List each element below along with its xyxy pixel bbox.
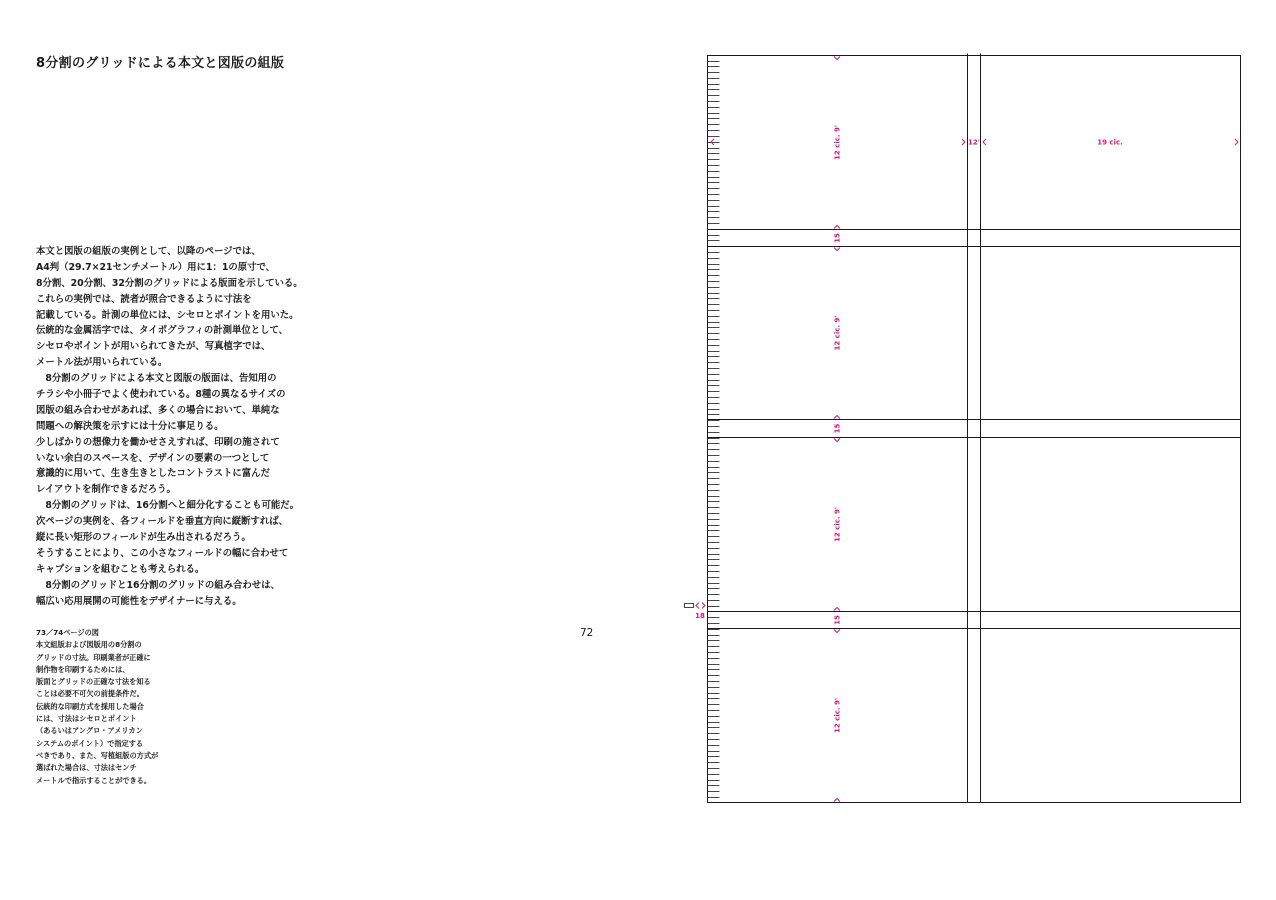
caption-line: メートルで指示することができる。 (36, 775, 152, 785)
caption-line: （あるいはアングロ・アメリカン (36, 726, 143, 736)
field-height-label: 12 cic. 9' (833, 315, 842, 351)
body-text-line: シセロやポイントが用いられてきたが、写真植字では、 (36, 341, 271, 353)
body-text-line: 記載している。計測の単位には、シセロとポイントを用いた。 (36, 309, 299, 321)
page-title: 8分割のグリッドによる本文と図版の組版 (36, 56, 285, 71)
dimension-arrow (1235, 139, 1238, 145)
dimension-arrow (983, 139, 986, 145)
body-text-line: 8分割のグリッドによる本文と図版の版面は、告知用の (36, 373, 277, 385)
caption-line: 制作物を印刷するためには、 (36, 664, 130, 674)
dimension-arrow (834, 630, 840, 633)
body-text-line: そうすることにより、この小さなフィールドの幅に合わせて (36, 547, 289, 559)
field-height-label: 12 cic. 9' (833, 698, 842, 733)
caption-line: 73／74ページの図 (36, 628, 99, 637)
dimension-arrow (834, 416, 840, 419)
dimension-arrow (834, 248, 840, 251)
dimension-arrow (834, 226, 840, 229)
dimension-arrow (834, 799, 840, 802)
dimension-arrow (962, 139, 965, 145)
caption-line: べきであり、また、写植組版の方式が (36, 750, 159, 760)
column-gutter-label: 12' (968, 138, 980, 147)
gutter-label: 15 (833, 615, 842, 625)
dimension-arrow (696, 603, 699, 609)
column-width-label: 19 cic. (1097, 138, 1123, 147)
body-text-line: A4判（29.7×21センチメートル）用に1：1の原寸で、 (36, 261, 276, 273)
baseline-label: 18 (695, 612, 705, 620)
caption-line: 版面とグリッドの正確な寸法を知る (36, 677, 151, 687)
dimension-arrow (834, 608, 840, 611)
dimension-arrow (711, 139, 714, 145)
page-number: 72 (580, 627, 594, 639)
caption-line: グリッドの寸法。印刷業者が正確に (36, 652, 151, 662)
body-text-line: 少しばかりの想像力を働かせさえすれば、印刷の施されて (36, 436, 280, 448)
body-text-line: 8分割のグリッドと16分割のグリッドの組み合わせは、 (36, 579, 280, 591)
body-text-line: 伝統的な金属活字では、タイポグラフィの計測単位として、 (36, 325, 289, 337)
body-text-line: レイアウトを制作できるだろう。 (36, 484, 176, 496)
field-height-label: 12 cic. 9' (833, 507, 842, 542)
caption-line: システムのポイント）で指定する (36, 738, 144, 748)
caption-line: ことは必要不可欠の前提条件だ。 (36, 689, 144, 699)
body-text-line: 8分割、20分割、32分割のグリッドによる版面を示している。 (36, 277, 303, 289)
gutter-label: 15 (833, 423, 842, 434)
caption-line: には、寸法はシセロとポイント (36, 714, 137, 724)
body-text-line: いない余白のスペースを、デザインの要素の一つとして (36, 452, 270, 464)
body-text-line: チラシや小冊子でよく使われている。8種の異なるサイズの (36, 389, 286, 401)
body-text-line: 8分割のグリッドは、16分割へと細分化することも可能だ。 (36, 500, 299, 512)
body-text-line: 次ページの実例を、各フィールドを垂直方向に縦断すれば、 (36, 516, 289, 528)
grid-frame (708, 56, 1241, 803)
body-text-line: 問題への解決策を示すには十分に事足りる。 (36, 420, 224, 432)
body-text-line: 意識的に用いて、生き生きとしたコントラストに富んだ (36, 468, 270, 480)
body-text-line: 縦に長い矩形のフィールドが生み出されるだろう。 (36, 532, 251, 544)
field-height-label: 12 cic. 9' (833, 125, 842, 160)
caption-line: 本文組版および図版用の8分割の (36, 640, 142, 650)
body-text-line: 幅広い応用展開の可能性をデザイナーに与える。 (36, 595, 242, 607)
body-text-line: 本文と図版の組版の実例として、以降のページでは、 (36, 246, 261, 257)
baseline-marker (685, 604, 694, 608)
caption-line: 伝統的な印刷方式を採用した場合 (36, 701, 144, 711)
gutter-label: 15 (833, 233, 842, 243)
caption-line: 選ばれた場合は、寸法はセンチ (36, 763, 137, 773)
body-text-line: メートル法が用いられている。 (36, 357, 168, 369)
body-text-line: これらの実例では、読者が照合できるように寸法を (36, 293, 252, 305)
dimension-arrow (834, 57, 840, 60)
dimension-arrow (834, 439, 840, 442)
body-text-line: キャプションを組むことも考えられる。 (36, 563, 205, 575)
dimension-arrow (702, 603, 705, 609)
body-text-line: 図版の組み合わせがあれば、多くの場合において、単純な (36, 404, 280, 416)
